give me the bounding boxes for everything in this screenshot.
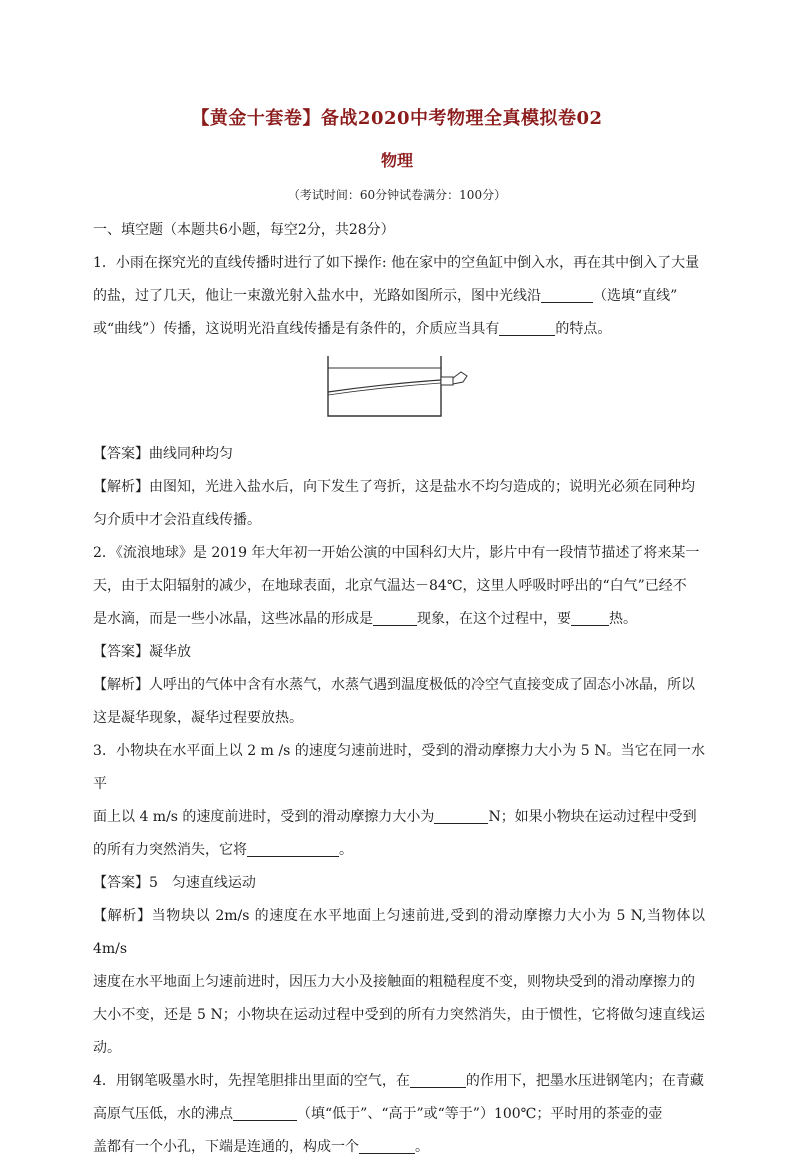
- answer-blank[interactable]: [359, 1137, 415, 1154]
- explanation-2-line-2: 这是凝华现象，凝华过程要放热。: [93, 710, 303, 726]
- q2-text: 现象，在这个过程中，要: [417, 611, 571, 627]
- answer-text: 曲线同种均匀: [149, 446, 233, 462]
- explanation-1-line-1: [93, 471, 705, 504]
- q4-text: 的作用下，把墨水压进钢笔内；在青藏: [465, 1073, 704, 1089]
- tank-outline: [328, 356, 441, 416]
- q4-text: 4．用钢笔吸墨水时，先捏笔胆排出里面的空气，在: [93, 1073, 410, 1089]
- q1-text: 或“曲线”）传播，这说明光沿直线传播是有条件的，介质应当具有: [93, 321, 500, 337]
- answer-3: [93, 867, 705, 900]
- answer-blank[interactable]: [373, 609, 417, 626]
- answer-blank[interactable]: [571, 609, 609, 626]
- question-2-line-3: [93, 603, 705, 636]
- answer-label: 【答案】: [93, 446, 149, 462]
- explanation-label: 【解析】: [93, 677, 149, 693]
- explanation-text: 由图知，光进入盐水后，向下发生了弯折，这是盐水不均匀造成的；说明光必须在同种均: [149, 479, 695, 495]
- light-path: [328, 380, 441, 392]
- q1-text: 的特点。: [555, 321, 612, 337]
- question-1-line-1: 1．小雨在探究光的直线传播时进行了如下操作: 他在家中的空鱼缸中倒入水，再在其中倒入了大量: [93, 255, 700, 271]
- q4-text: 盖都有一个小孔，下端是连通的，构成一个: [93, 1139, 359, 1155]
- question-4-line-3: [93, 1131, 705, 1164]
- q3-text: 的所有力突然消失，它将: [93, 842, 247, 858]
- question-3-line-1: 3．小物块在水平面上以 2 m /s 的速度匀速前进时，受到的滑动摩擦力大小为 5 N。当它在同一水平: [93, 743, 705, 792]
- answer-label: 【答案】: [93, 875, 149, 891]
- q1-text: （选填“直线”: [593, 288, 678, 304]
- explanation-3-line-1: [93, 900, 705, 966]
- question-4-line-1: [93, 1065, 705, 1098]
- answer-blank[interactable]: [541, 286, 593, 303]
- answer-text: 凝华放: [149, 644, 191, 660]
- answer-blank[interactable]: [499, 319, 555, 336]
- section-heading: 一、填空题（本题共6小题，每空2分，共28分）: [93, 222, 395, 238]
- q2-text: 热。: [609, 611, 637, 627]
- question-2-line-2: 天，由于太阳辐射的减少，在地球表面，北京气温达－84℃，这里人呼吸时呼出的“白气”已经不: [93, 578, 687, 594]
- q4-text: 。: [415, 1139, 429, 1155]
- answer-2: [93, 636, 705, 669]
- explanation-1-line-2: 匀介质中才会沿直线传播。: [93, 512, 261, 528]
- answer-text: 5 匀速直线运动: [149, 875, 256, 891]
- answer-1: [93, 438, 705, 471]
- laser-pointer-icon: [441, 377, 453, 385]
- answer-label: 【答案】: [93, 644, 149, 660]
- hand-icon: [453, 372, 467, 384]
- answer-blank[interactable]: [434, 807, 488, 824]
- q1-text: 的盐，过了几天，他让一束激光射入盐水中，光路如图所示，图中光线沿: [93, 288, 541, 304]
- explanation-2-line-1: [93, 669, 705, 702]
- laser-tank-figure: [93, 346, 705, 438]
- q3-text: N；如果小物块在运动过程中受到: [488, 809, 697, 825]
- explanation-label: 【解析】: [93, 908, 152, 924]
- answer-blank[interactable]: [410, 1071, 466, 1088]
- answer-blank[interactable]: [247, 840, 339, 857]
- explanation-3-line-3: 大小不变，还是 5 N；小物块在运动过程中受到的所有力突然消失，由于惯性，它将做匀速直线运动。: [93, 1007, 705, 1056]
- explanation-label: 【解析】: [93, 479, 149, 495]
- answer-blank[interactable]: [233, 1104, 297, 1121]
- q3-text: 。: [339, 842, 353, 858]
- subject-heading: 物理: [380, 151, 413, 170]
- q4-text: 高原气压低，水的沸点: [93, 1106, 233, 1122]
- question-4-line-2: [93, 1098, 705, 1131]
- question-content: [93, 214, 705, 1164]
- question-1-line-2: [93, 280, 705, 313]
- explanation-text: 当物块以 2m/s 的速度在水平地面上匀速前进,受到的滑动摩擦力大小为 5 N,当物体以 4m/s: [93, 908, 706, 957]
- document-title: 【黄金十套卷】备战2020中考物理全真模拟卷02: [191, 108, 603, 129]
- question-1-line-3: [93, 313, 705, 346]
- exam-info: （考试时间：60分钟试卷满分：100分）: [287, 188, 507, 202]
- question-3-line-2: [93, 801, 705, 834]
- fish-tank-diagram: [323, 354, 473, 420]
- q2-text: 是水滴，而是一些小冰晶，这些冰晶的形成是: [93, 611, 373, 627]
- explanation-3-line-2: 速度在水平地面上匀速前进时，因压力大小及接触面的粗糙程度不变，则物块受到的滑动摩擦力的: [93, 974, 695, 990]
- q3-text: 面上以 4 m/s 的速度前进时，受到的滑动摩擦力大小为: [93, 809, 435, 825]
- question-2-line-1: 2．《流浪地球》是 2019 年大年初一开始公演的中国科幻大片，影片中有一段情节描述了将来某一: [93, 545, 700, 561]
- q4-text: （填“低于”、“高于”或“等于”）100℃；平时用的茶壶的壶: [297, 1106, 663, 1122]
- question-3-line-3: [93, 834, 705, 867]
- explanation-text: 人呼出的气体中含有水蒸气，水蒸气遇到温度极低的冷空气直接变成了固态小冰晶，所以: [149, 677, 695, 693]
